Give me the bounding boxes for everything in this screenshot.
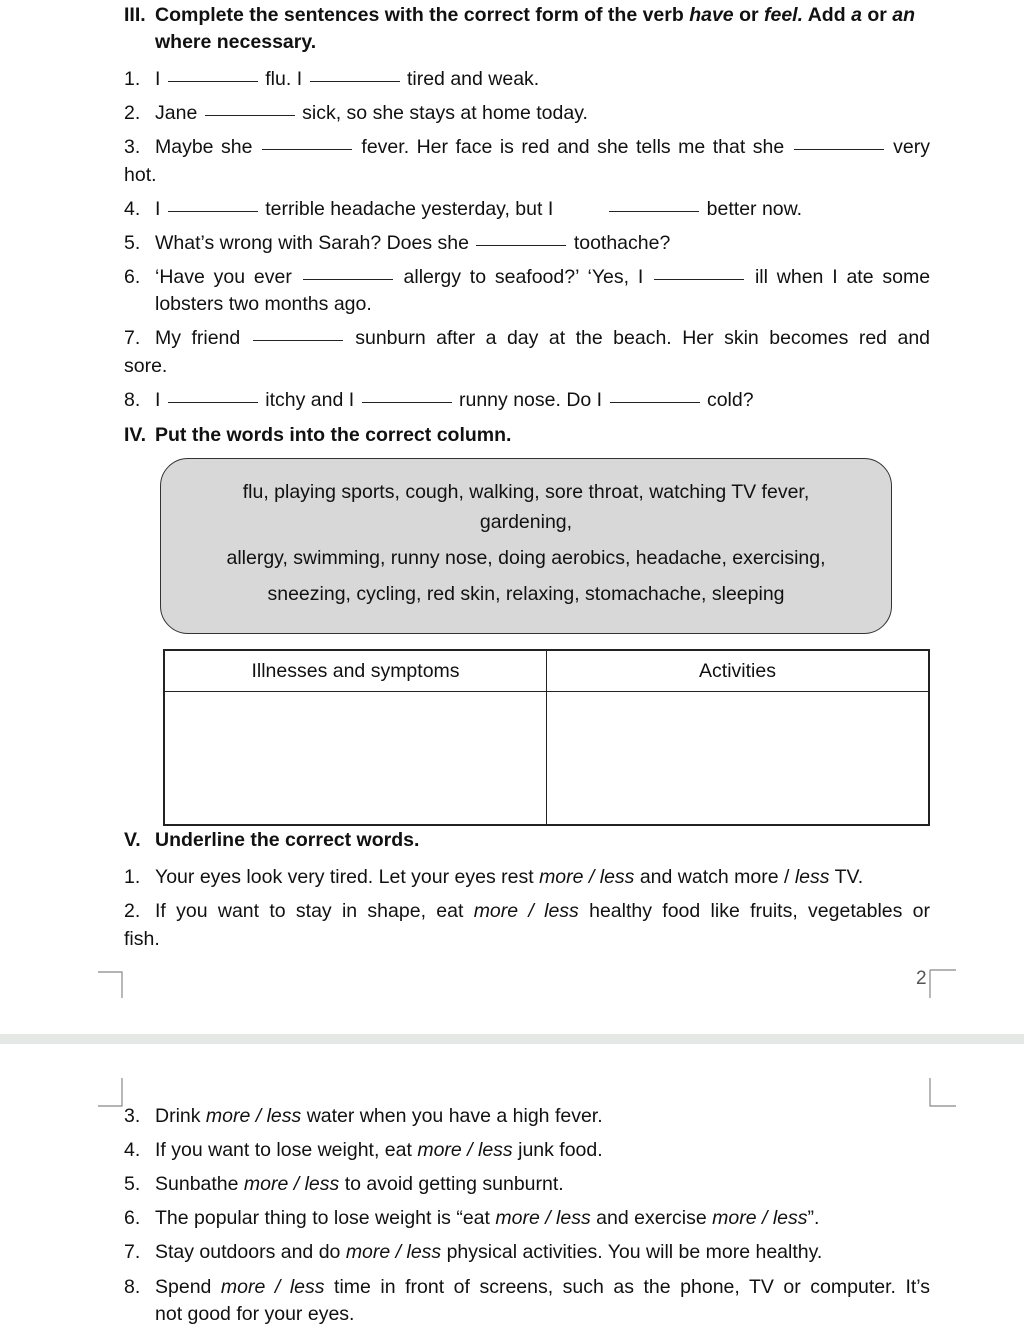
exercise-3-item-7: 7. My friend sunburn after a day at the beach. Her skin becomes red and — [124, 327, 931, 349]
exercise-3-item-7-continued: sore. — [124, 355, 168, 377]
answer-cell-illnesses[interactable] — [164, 692, 547, 826]
answer-blank[interactable] — [168, 401, 258, 403]
section-4-heading: IV. Put the words into the correct column. — [124, 424, 512, 446]
crop-mark-icon — [926, 966, 958, 1000]
page-separator — [0, 1034, 1024, 1044]
classification-table — [163, 649, 930, 826]
exercise-3-item-6: 6. ‘Have you ever allergy to seafood?’ ‘Yes, I ill when I ate some — [124, 266, 931, 288]
choice-more-less[interactable]: more / less — [345, 1241, 442, 1263]
exercise-3-item-1: 1. I flu. I tired and weak. — [124, 68, 540, 90]
word-bank-line: flu, playing sports, cough, walking, sore throat, watching TV fever, — [242, 481, 810, 503]
exercise-5-item-3: 3. Drink more / less water when you have a high fever. — [124, 1105, 603, 1127]
answer-blank[interactable] — [205, 114, 295, 116]
exercise-5-item-8: 8. Spend more / less time in front of screens, such as the phone, TV or computer. It’s — [124, 1276, 931, 1298]
word-bank-line: gardening, — [479, 511, 573, 533]
page-number: 2 — [916, 968, 927, 989]
answer-blank[interactable] — [262, 148, 352, 150]
answer-blank[interactable] — [362, 401, 452, 403]
choice-more-less[interactable]: more / less — [205, 1105, 302, 1127]
exercise-3-item-3-continued: hot. — [124, 164, 157, 186]
crop-mark-icon — [926, 1078, 958, 1110]
section-3-heading: III. Complete the sentences with the correct form of the verb have or feel. Add a or an where necessary. — [124, 4, 916, 53]
exercise-5-item-4: 4. If you want to lose weight, eat more / less junk food. — [124, 1139, 603, 1161]
exercise-3-item-6-continued: lobsters two months ago. — [155, 293, 372, 315]
answer-blank[interactable] — [310, 80, 400, 82]
crop-mark-icon — [98, 970, 128, 1000]
section-5-heading: V. Underline the correct words. — [124, 829, 420, 851]
choice-more-less[interactable]: more / less — [220, 1276, 325, 1298]
answer-blank[interactable] — [476, 244, 566, 246]
exercise-5-item-6: 6. The popular thing to lose weight is “eat more / less and exercise more / less”. — [124, 1207, 820, 1229]
choice-more-less[interactable]: more / less — [473, 900, 579, 922]
answer-blank[interactable] — [610, 401, 700, 403]
column-header-activities: Activities — [547, 650, 930, 692]
answer-cell-activities[interactable] — [547, 692, 930, 826]
answer-blank[interactable] — [654, 278, 744, 280]
choice-more-less[interactable]: more / less — [243, 1173, 340, 1195]
answer-blank[interactable] — [168, 210, 258, 212]
exercise-5-item-1: 1. Your eyes look very tired. Let your eyes rest more / less and watch more / less TV. — [124, 866, 864, 888]
exercise-3-item-4: 4. I terrible headache yesterday, but I better now. — [124, 198, 803, 220]
exercise-3-item-2: 2. Jane sick, so she stays at home today. — [124, 102, 588, 124]
choice-more-less[interactable]: more / less — [539, 866, 635, 888]
answer-blank[interactable] — [794, 148, 884, 150]
word-bank-box — [160, 458, 892, 634]
answer-blank[interactable] — [253, 339, 343, 341]
column-header-illnesses: Illnesses and symptoms — [164, 650, 547, 692]
exercise-3-item-5: 5. What’s wrong with Sarah? Does she toothache? — [124, 232, 671, 254]
answer-blank[interactable] — [168, 80, 258, 82]
exercise-5-item-5: 5. Sunbathe more / less to avoid getting sunburnt. — [124, 1173, 564, 1195]
choice-more-less[interactable]: more / less — [417, 1139, 513, 1161]
exercise-5-item-7: 7. Stay outdoors and do more / less physical activities. You will be more healthy. — [124, 1241, 823, 1263]
word-bank-line: allergy, swimming, runny nose, doing aerobics, headache, exercising, — [226, 547, 826, 569]
choice-more-less[interactable]: more / less — [495, 1207, 591, 1229]
word-bank-line: sneezing, cycling, red skin, relaxing, stomachache, sleeping — [267, 583, 785, 605]
choice-more-less[interactable]: more / less — [712, 1207, 808, 1229]
exercise-5-item-8-continued: not good for your eyes. — [155, 1303, 355, 1325]
exercise-5-item-2-continued: fish. — [124, 928, 160, 950]
exercise-3-item-3: 3. Maybe she fever. Her face is red and she tells me that she very — [124, 136, 930, 158]
answer-blank[interactable] — [609, 210, 699, 212]
exercise-3-item-8: 8. I itchy and I runny nose. Do I cold? — [124, 389, 754, 411]
exercise-5-item-2: 2. If you want to stay in shape, eat more / less healthy food like fruits, vegetables or — [124, 900, 931, 922]
answer-blank[interactable] — [303, 278, 393, 280]
